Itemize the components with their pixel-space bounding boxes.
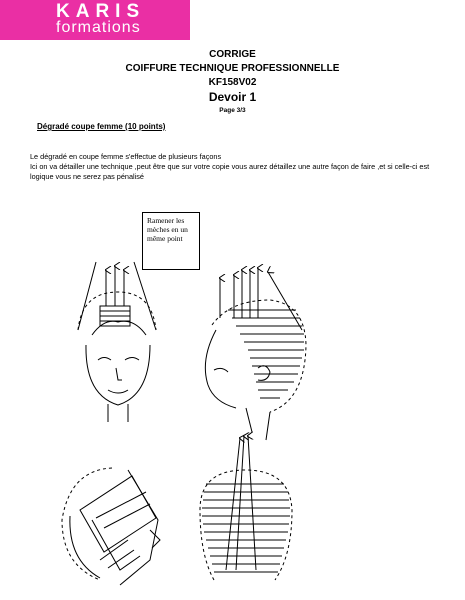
logo-line-1: KARIS [56, 1, 146, 22]
profile-head-diagram [205, 268, 306, 440]
back-head-diagram [200, 436, 292, 580]
header-page-number: Page 3/3 [219, 107, 246, 114]
front-head-diagram [78, 262, 156, 422]
header-course-code: KF158V02 [208, 77, 257, 88]
callout-box: Ramener les mèches en un même point [142, 212, 200, 270]
side-head-diagram [62, 468, 160, 585]
header-corrige: CORRIGE [209, 49, 256, 60]
logo-line-2: formations [56, 19, 141, 36]
body-paragraph-2: Ici on va détailler une technique ,peut être que sur votre copie vous aurez détaillez une autre façon de faire ,et si celle-ci est logique vous ne serez pas pénalisé [30, 162, 430, 181]
section-title: Dégradé coupe femme (10 points) [37, 122, 166, 131]
header-course-title: COIFFURE TECHNIQUE PROFESSIONNELLE [125, 63, 340, 74]
header-assignment: Devoir 1 [208, 90, 257, 104]
body-paragraph-1: Le dégradé en coupe femme s'effectue de plusieurs façons [30, 152, 222, 161]
